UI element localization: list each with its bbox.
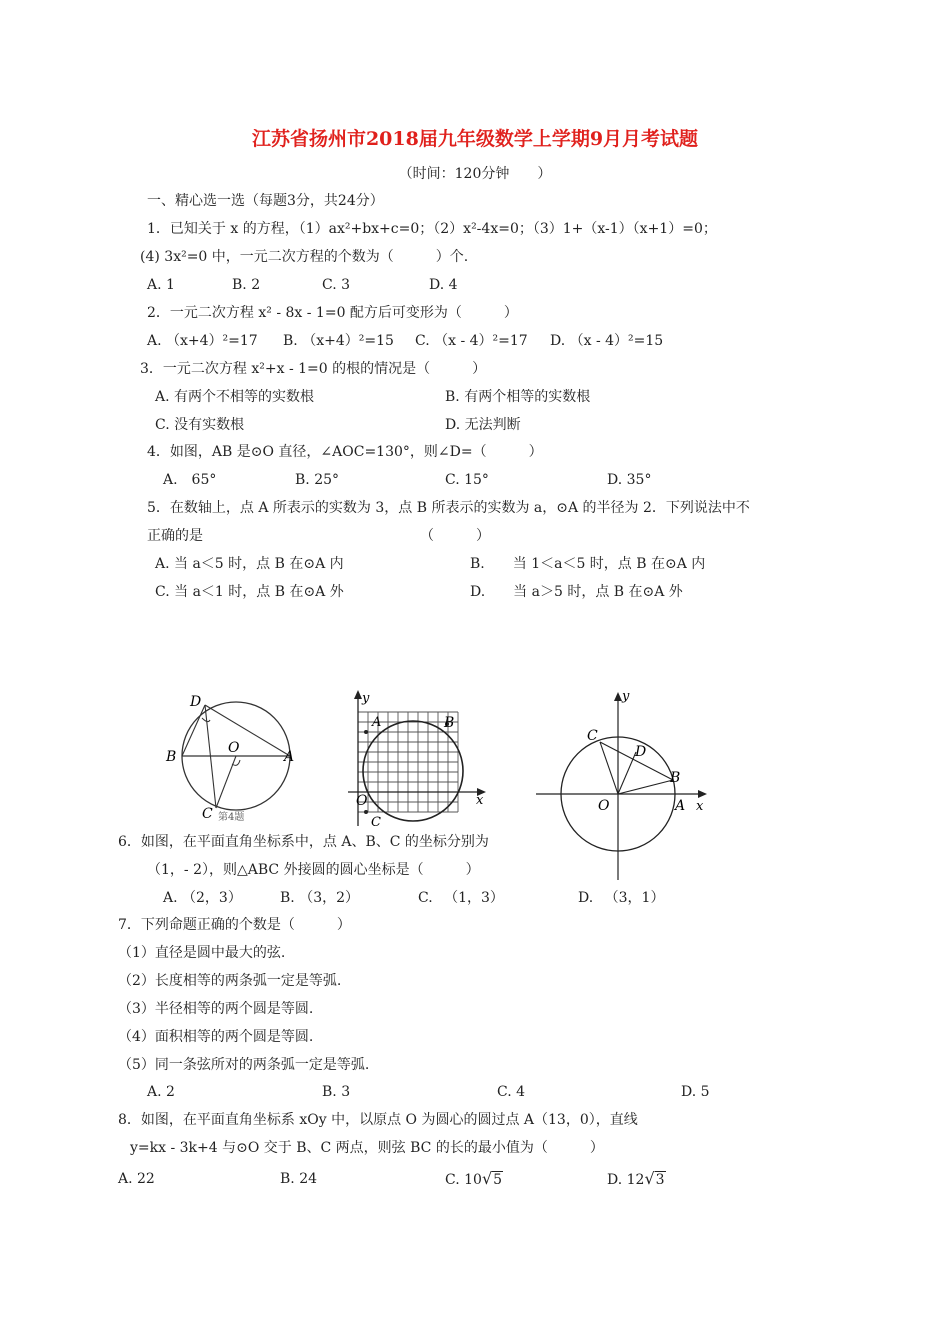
q8-option-b: B. 24 — [280, 1171, 318, 1187]
time-note: （时间：120分钟 ） — [398, 166, 552, 182]
fig3-label-x: x — [696, 799, 704, 814]
fig2-label-c: C — [371, 815, 381, 828]
section-heading: 一、精心选一选（每题3分，共24分） — [147, 193, 384, 209]
q4-option-b: B. 25° — [295, 472, 340, 488]
q8-stem: 8．如图，在平面直角坐标系 xOy 中，以原点 O 为圆心的圆过点 A（13，0），直线 — [118, 1112, 638, 1128]
fig2-label-b: B — [444, 715, 455, 731]
q7-option-d: D. 5 — [681, 1084, 710, 1100]
q7-option-b: B. 3 — [322, 1084, 351, 1100]
q8-option-c-radicand: 5 — [493, 1172, 503, 1188]
fig3-label-d: D — [635, 744, 647, 760]
q6-option-b: B. （3，2） — [280, 890, 360, 906]
page-title: 江苏省扬州市2018届九年级数学上学期9月月考试题 — [251, 128, 699, 150]
q7-statement-5: （5）同一条弦所对的两条弧一定是等弧. — [118, 1057, 370, 1073]
q7-statement-1: （1）直径是圆中最大的弦. — [118, 945, 286, 961]
q3-option-b: B. 有两个相等的实数根 — [445, 389, 591, 405]
q5-option-d: D. 当 a＞5 时，点 B 在⊙A 外 — [470, 584, 683, 600]
q8-stem-cont: y=kx - 3k+4 与⊙O 交于 B、C 两点，则弦 BC 的长的最小值为（ ） — [130, 1140, 604, 1156]
q5-option-c: C. 当 a＜1 时，点 B 在⊙A 外 — [155, 584, 344, 600]
q8-option-d-radicand: 3 — [655, 1172, 665, 1188]
q8-option-c: C. 10√5 — [445, 1169, 503, 1188]
q2-option-a: A. （x+4）²=17 — [147, 333, 258, 349]
fig1-label-o: O — [228, 740, 240, 756]
q4-option-a: A. 65° — [163, 472, 217, 488]
q1-option-a: A. 1 — [147, 277, 175, 293]
q4-option-d: D. 35° — [607, 472, 652, 488]
q5-stem: 5．在数轴上，点 A 所表示的实数为 3，点 B 所表示的实数为 a，⊙A 的半径为 2．下列说法中不 — [147, 500, 750, 516]
q7-statement-3: （3）半径相等的两个圆是等圆. — [118, 1001, 314, 1017]
q8-option-a: A. 22 — [118, 1171, 155, 1187]
figure-q4-circle — [160, 690, 300, 822]
q8-option-c-text: C. 10 — [445, 1172, 482, 1188]
q5-option-a: A. 当 a＜5 时，点 B 在⊙A 内 — [155, 556, 344, 572]
q7-option-a: A. 2 — [147, 1084, 175, 1100]
q2-option-d: D. （x - 4）²=15 — [550, 333, 664, 349]
q3-option-d: D. 无法判断 — [445, 417, 521, 433]
fig3-label-a: A — [675, 798, 686, 814]
q1-option-d: D. 4 — [429, 277, 458, 293]
figure-q8-circle — [530, 686, 710, 882]
fig2-label-a: A — [372, 715, 382, 730]
figure-q6-grid — [340, 686, 490, 828]
q8-option-d-text: D. 12 — [607, 1172, 645, 1188]
q7-stem: 7．下列命题正确的个数是（ ） — [118, 917, 351, 933]
q1-stem-cont: (4) 3x²=0 中，一元二次方程的个数为（ ）个. — [140, 249, 469, 265]
q5-option-b: B. 当 1＜a＜5 时，点 B 在⊙A 内 — [470, 556, 706, 572]
fig1-label-d: D — [190, 694, 202, 710]
q7-option-c: C. 4 — [497, 1084, 526, 1100]
fig1-label-a: A — [284, 749, 295, 765]
q1-option-c: C. 3 — [322, 277, 351, 293]
q4-stem: 4．如图，AB 是⊙O 直径，∠AOC=130°，则∠D=（ ） — [147, 444, 543, 460]
q6-option-a: A. （2，3） — [163, 890, 242, 906]
q2-option-b: B. （x+4）²=15 — [283, 333, 394, 349]
fig3-label-c: C — [587, 728, 598, 744]
q3-option-c: C. 没有实数根 — [155, 417, 245, 433]
q8-option-d: D. 12√3 — [607, 1169, 665, 1188]
fig2-label-o: O — [356, 793, 368, 809]
q1-option-b: B. 2 — [232, 277, 261, 293]
q4-option-c: C. 15° — [445, 472, 489, 488]
q2-stem: 2．一元二次方程 x² - 8x - 1=0 配方后可变形为（ ） — [147, 305, 518, 321]
q6-option-d: D. （3，1） — [578, 890, 665, 906]
fig3-label-y: y — [622, 689, 630, 704]
fig2-label-x: x — [476, 793, 484, 808]
fig1-label-c: C — [202, 806, 213, 822]
q6-stem: 6．如图，在平面直角坐标系中，点 A、B、C 的坐标分别为 — [118, 834, 489, 850]
fig3-label-o: O — [598, 798, 610, 814]
fig2-label-y: y — [362, 691, 370, 706]
q3-option-a: A. 有两个不相等的实数根 — [155, 389, 315, 405]
q3-stem: 3．一元二次方程 x²+x - 1=0 的根的情况是（ ） — [140, 361, 487, 377]
q7-statement-2: （2）长度相等的两条弧一定是等弧. — [118, 973, 342, 989]
q2-option-c: C. （x - 4）²=17 — [415, 333, 528, 349]
fig3-label-b: B — [670, 770, 681, 786]
q5-stem-cont: 正确的是 （ ） — [147, 528, 490, 544]
q7-statement-4: （4）面积相等的两个圆是等圆. — [118, 1029, 314, 1045]
fig1-label-b: B — [166, 749, 177, 765]
q6-option-c: C. （1，3） — [418, 890, 504, 906]
q1-stem: 1．已知关于 x 的方程，（1）ax²+bx+c=0；（2）x²-4x=0；（3）1+（x-1）（x+1）=0； — [147, 221, 717, 237]
fig1-caption: 第4题 — [218, 812, 245, 822]
q6-stem-cont: （1，- 2），则△ABC 外接圆的圆心坐标是（ ） — [147, 862, 480, 878]
